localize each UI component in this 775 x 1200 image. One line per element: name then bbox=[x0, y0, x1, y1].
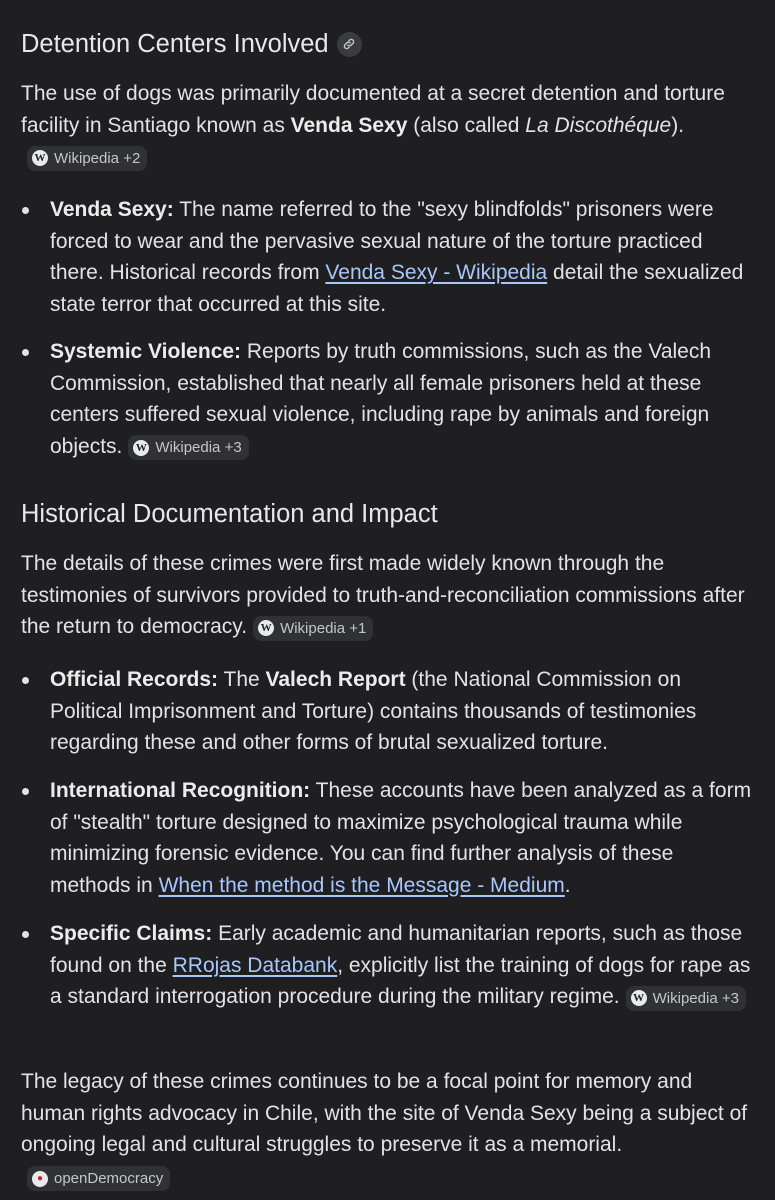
venda-sexy-wikipedia-link[interactable]: Venda Sexy - Wikipedia bbox=[325, 261, 548, 285]
heading-text: Historical Documentation and Impact bbox=[21, 500, 438, 528]
section-1-bullets bbox=[21, 194, 753, 320]
section-heading-detention-centers bbox=[21, 28, 362, 60]
bullet-text-2: detail the sexualized state terror that occurred at this site. bbox=[50, 261, 744, 316]
bullet-text: The bbox=[218, 668, 266, 691]
outro-text: The legacy of these crimes continues to be a focal point for memory and human rights advocacy in Chile, with the site of Venda Sexy being a subject of ongoing legal and cultural struggles to preserve it as a memorial. bbox=[21, 1070, 748, 1157]
intro-text-2: (also called bbox=[407, 113, 526, 137]
intro-paragraph bbox=[21, 78, 753, 173]
heading-text: Detention Centers Involved bbox=[21, 30, 329, 58]
list-item bbox=[21, 664, 753, 759]
bullet-label: International Recognition: bbox=[50, 779, 311, 802]
section-1-intro bbox=[21, 78, 753, 173]
section-2-intro bbox=[21, 548, 753, 643]
bullet-text-2: , explicitly list the training of dogs for rape as a standard interrogation procedure during the military regime. bbox=[50, 953, 751, 1009]
bullet-text-2: (the National Commission on Political Imprisonment and Torture) contains thousands of testimonies regarding these and other forms of brutal sexualized torture. bbox=[50, 668, 697, 755]
bullet-label: Systemic Violence: bbox=[50, 340, 242, 363]
outro-paragraph bbox=[21, 1066, 753, 1192]
source-chip[interactable] bbox=[253, 616, 373, 641]
wikipedia-icon: W bbox=[258, 620, 274, 636]
bullet-label: Venda Sexy: bbox=[50, 198, 174, 221]
bullet-text: Early academic and humanitarian reports, such as those found on the bbox=[50, 922, 743, 977]
bold-valech-report: Valech Report bbox=[265, 668, 406, 691]
bullet-text: These accounts have been analyzed as a form of "stealth" torture designed to maximize psychological trauma while minimizing forensic evidence. You can find further analysis of these methods in bbox=[50, 779, 752, 897]
intro-text: The details of these crimes were first made widely known through the testimonies of survivors provided to truth-and-reconciliation commissions after the return to democracy. bbox=[21, 552, 745, 639]
chip-label: openDemocracy bbox=[54, 1170, 164, 1188]
bullet-label: Specific Claims: bbox=[50, 922, 213, 945]
section-2-bullet-1 bbox=[21, 664, 753, 759]
list-item bbox=[21, 775, 753, 901]
source-chip[interactable] bbox=[27, 146, 147, 171]
bold-venda-sexy: Venda Sexy bbox=[290, 113, 408, 137]
section-2-outro bbox=[21, 1066, 753, 1192]
section-2-bullet-3 bbox=[21, 918, 753, 1013]
list-item bbox=[21, 194, 753, 320]
source-chip[interactable] bbox=[27, 1166, 170, 1191]
rrojas-databank-link[interactable]: RRojas Databank bbox=[172, 953, 338, 977]
bullet-text-2: . bbox=[564, 873, 571, 897]
source-chip[interactable] bbox=[128, 435, 248, 460]
chip-label: Wikipedia +3 bbox=[155, 439, 242, 457]
chip-label: Wikipedia +3 bbox=[652, 989, 739, 1007]
wikipedia-icon: W bbox=[133, 440, 149, 456]
intro-paragraph bbox=[21, 548, 753, 643]
bullet-text: Reports by truth commissions, such as the Valech Commission, established that nearly all female prisoners held at these centers suffered sexual violence, including rape by animals and foreign objects. bbox=[50, 340, 712, 458]
bullet-label: Official Records: bbox=[50, 668, 219, 691]
intro-text-3: ). bbox=[671, 113, 685, 137]
section-2-bullet-2 bbox=[21, 775, 753, 901]
chip-label: Wikipedia +2 bbox=[54, 149, 141, 167]
wikipedia-icon: W bbox=[631, 990, 647, 1006]
source-chip[interactable] bbox=[626, 986, 746, 1011]
medium-article-link[interactable]: When the method is the Message - Medium bbox=[158, 873, 565, 897]
section-1-bullets-2 bbox=[21, 336, 753, 462]
italic-la-discotheque: La Discothéque bbox=[525, 113, 672, 137]
chip-label: Wikipedia +1 bbox=[280, 619, 367, 637]
wikipedia-icon: W bbox=[32, 150, 48, 166]
list-item bbox=[21, 918, 753, 1013]
link-icon[interactable] bbox=[337, 32, 362, 57]
bullet-text: The name referred to the "sexy blindfolds" prisoners were forced to wear and the pervasive sexual nature of the torture practiced there. Historical records from bbox=[50, 198, 714, 285]
intro-text: The use of dogs was primarily documented at a secret detention and torture facility in Santiago known as bbox=[21, 82, 725, 137]
opendemocracy-icon: ● bbox=[32, 1171, 48, 1187]
list-item bbox=[21, 336, 753, 462]
section-heading-historical bbox=[21, 498, 753, 530]
